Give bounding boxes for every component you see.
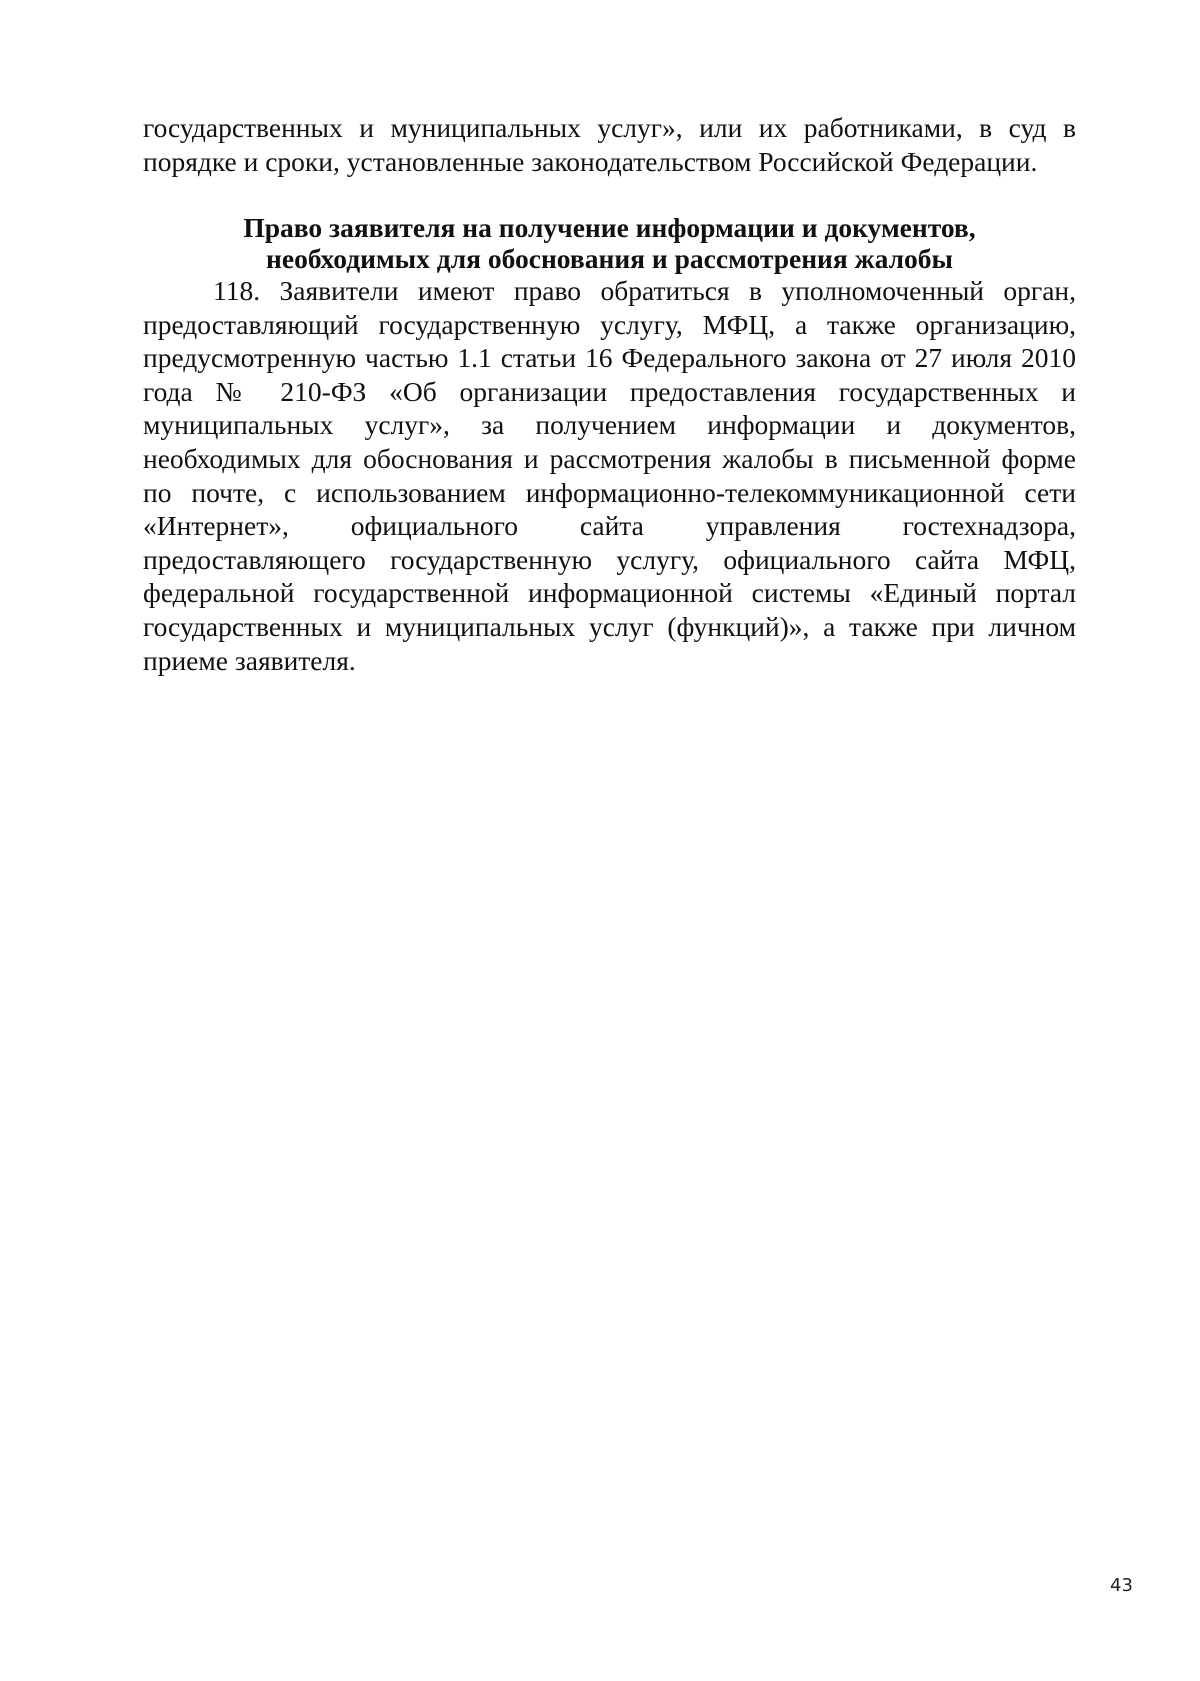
- paragraph-118: 118. Заявители имеют право обратиться в уполномоченный орган, предоставляющий государственную услугу, МФЦ, а также организацию, предусмотренную частью 1.1 статьи 16 Федерального закона от 27 июля 2010 года № 210-ФЗ «Об организации предоставления государственных и муниципальных услуг», за получением информации и документов, необходимых для обоснования и рассмотрения жалобы в письменной форме по почте, с использованием информационно-телекоммуникационной сети «Интернет», официального сайта управления гостехнадзора, предоставляющего государственную услугу, официального сайта МФЦ, федеральной государственной информационной системы «Единый портал государственных и муниципальных услуг (функций)», а также при личном приеме заявителя.: [143, 275, 1076, 676]
- page-number: 43: [1110, 1575, 1133, 1596]
- section-heading-line-2: необходимых для обоснования и рассмотрения жалобы: [266, 243, 953, 274]
- section-heading: [143, 212, 1076, 274]
- lead-paragraph: государственных и муниципальных услуг», или их работниками, в суд в порядке и сроки, установленные законодательством Российской Федерации.: [143, 112, 1076, 177]
- section-heading-line-1: Право заявителя на получение информации и документов,: [243, 212, 976, 243]
